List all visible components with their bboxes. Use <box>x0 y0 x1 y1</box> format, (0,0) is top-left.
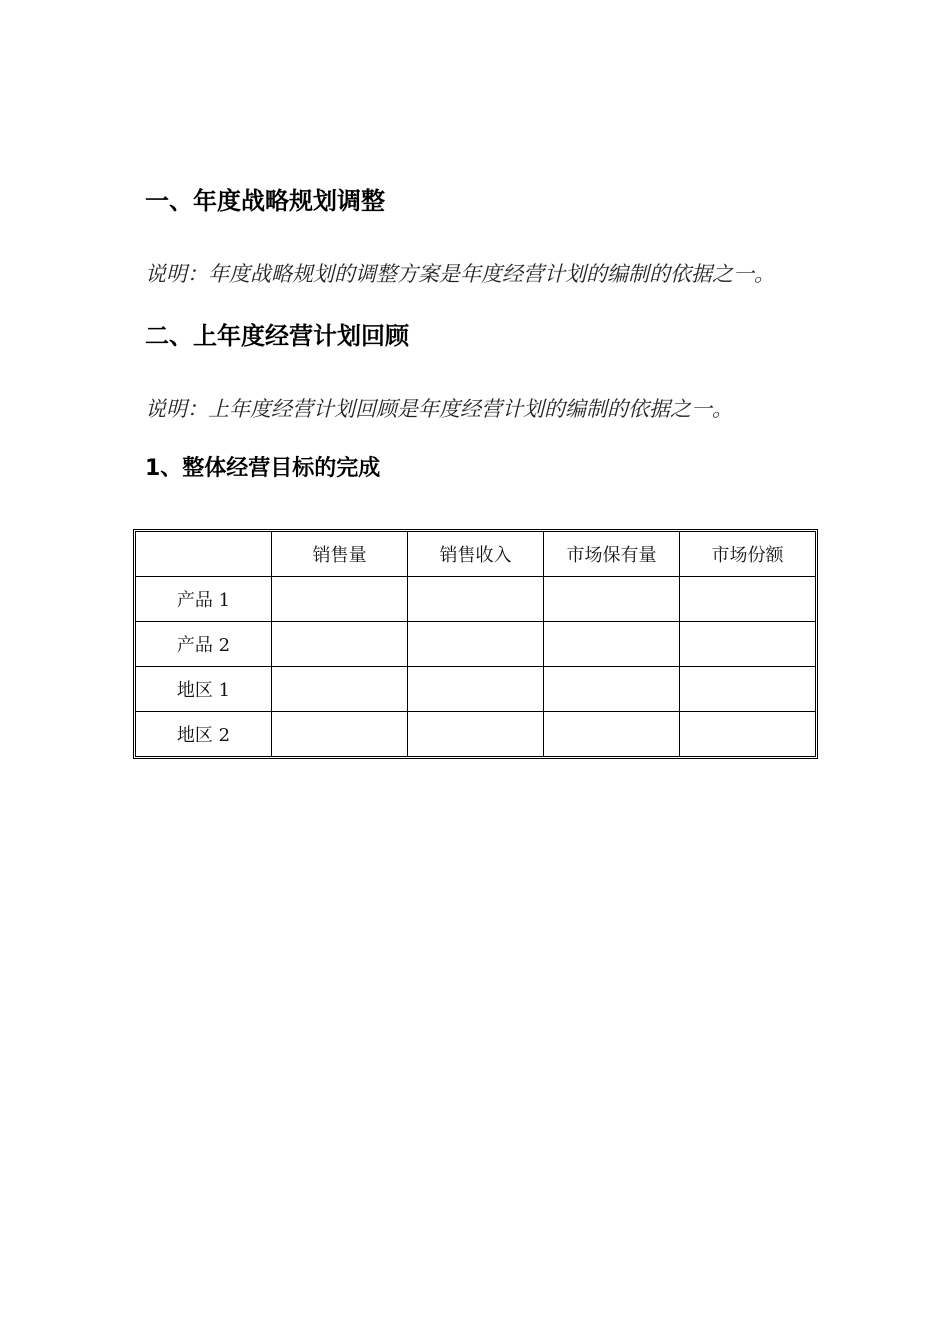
table-cell <box>680 577 816 622</box>
table-cell <box>680 712 816 757</box>
table-cell <box>272 577 408 622</box>
table-row <box>136 667 816 712</box>
table-cell <box>272 667 408 712</box>
row-label: 地区 1 <box>136 667 272 712</box>
section-note-review: 说明：上年度经营计划回顾是年度经营计划的编制的依据之一。 <box>145 397 733 421</box>
section-heading-review: 二、上年度经营计划回顾 <box>145 322 409 350</box>
table-cell <box>272 622 408 667</box>
table-header-row <box>136 532 816 577</box>
table-cell <box>408 577 544 622</box>
section-heading-strategy: 一、年度战略规划调整 <box>145 187 385 215</box>
subsection-heading-overall-goals: 1、整体经营目标的完成 <box>145 456 381 481</box>
table-cell <box>408 622 544 667</box>
table-cell <box>408 667 544 712</box>
table-cell <box>272 712 408 757</box>
table-header-cell: 市场份额 <box>680 532 816 577</box>
table-cell <box>544 622 680 667</box>
table-row <box>136 622 816 667</box>
table-cell <box>680 622 816 667</box>
row-label: 产品 1 <box>136 577 272 622</box>
table-cell <box>544 712 680 757</box>
table-cell <box>544 667 680 712</box>
table-header-cell: 市场保有量 <box>544 532 680 577</box>
goals-table-frame <box>133 529 818 759</box>
table-cell <box>408 712 544 757</box>
section-note-strategy: 说明：年度战略规划的调整方案是年度经营计划的编制的依据之一。 <box>145 262 775 286</box>
table-header-cell <box>136 532 272 577</box>
table-row <box>136 577 816 622</box>
table-header-cell: 销售收入 <box>408 532 544 577</box>
table-header-cell: 销售量 <box>272 532 408 577</box>
table-cell <box>544 577 680 622</box>
row-label: 产品 2 <box>136 622 272 667</box>
table-cell <box>680 667 816 712</box>
goals-table <box>135 531 816 757</box>
table-row <box>136 712 816 757</box>
row-label: 地区 2 <box>136 712 272 757</box>
